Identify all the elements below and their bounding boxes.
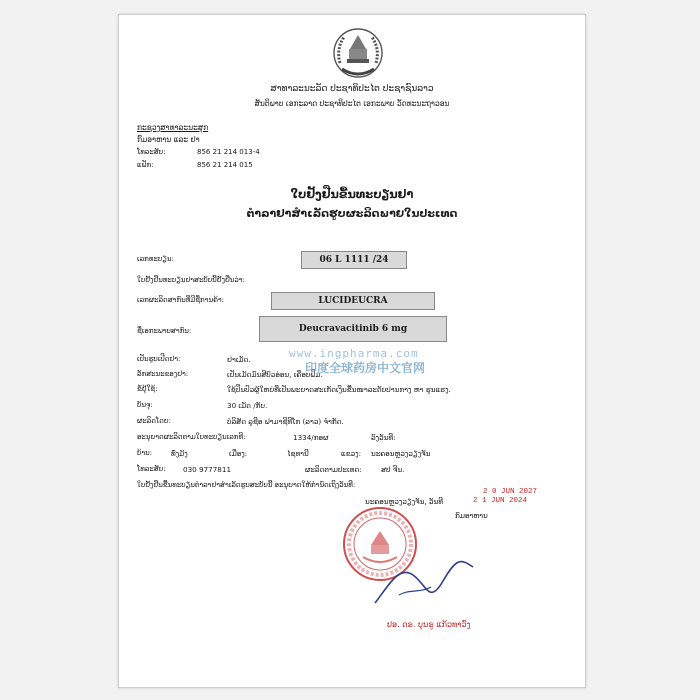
form-label: ເປັນຮູບເປີດຢາ: (137, 355, 181, 363)
signer-name: ປອ. ດຣ. ບຸນຣູ ແກ້ວທາວົງ (387, 620, 471, 629)
nature-label: ລັກສະນະຂອງຢາ: (137, 370, 189, 378)
pack-label: ບັນຈຸ: (137, 401, 153, 409)
ministry-name: ກະຊວງສາທາລະນະສຸກ (137, 123, 209, 132)
trade-name-label: ເລກຜະລິດສາກົນທີ່ມີຊື່ການຄ້າ: (137, 296, 225, 304)
ministry-fax (137, 161, 253, 169)
ministry-phone (137, 148, 260, 156)
village-value: ທົ່ງມັງ (171, 449, 188, 458)
maker-label: ຜະລິດໂດຍ: (137, 417, 171, 425)
validity-date: 2 0 JUN 2027 (483, 488, 538, 496)
province-label: ແຂວງ: (341, 449, 362, 458)
department-name: ກົມອາຫານ ແລະ ຢາ (137, 135, 200, 144)
watermark-chinese: 印度全球药房中文官网 (305, 361, 426, 375)
tel-value: 030 9777811 (183, 465, 232, 474)
phone-label: ໂທລະສັບ: (137, 148, 166, 156)
license-date-label: ລົງວັນທີ: (371, 433, 396, 442)
certifies-label: ໃບຢັ້ງຢືນທະບຽນຢາສະບັບນີ້ຢັ້ງຢືນວ່າ: (137, 276, 245, 284)
generic-name-box: Deucravacitinib 6 mg (259, 316, 447, 342)
generic-name-label: ຊື່ເອກະພາບສາກົນ: (137, 327, 192, 335)
pack-value: 30 ເມັດ /ກັບ. (227, 401, 268, 410)
certificate-title: ໃບຢັ້ງຢືນຂື້ນທະບຽນຢາ (290, 187, 414, 201)
maker-value: ບໍລິສັດ ລູຊີອ ຟາມາຊີທີໂກ (ລາວ) ຈຳກັດ. (227, 417, 344, 426)
province-value: ນະຄອນຫຼວງວຽງຈັນ (371, 449, 431, 458)
fax-label: ແຟັກ: (137, 161, 154, 169)
national-motto: ສັນຕິພາບ ເອກະລາດ ປະຊາທິປະໄຕ ເອກະພາບ ວັດທະນະຖາວອນ (254, 99, 450, 108)
district-value: ໄຊທານີ (287, 449, 309, 458)
trade-name-box: LUCIDEUCRA (271, 292, 435, 310)
indication-value: ໃຊ້ປິ່ນປົວຜູ້ໃຫຍ່ທີ່ເປັນພະຍາດສະເກັດເງິນຂື້ນໜາລະດັບປານກາງ ຫາ ຮຸນແຮງ. (227, 385, 451, 394)
country-label: ຜະລິດຕາມປະເທດ: (305, 465, 362, 474)
reg-no-label: ເລກທະບຽນ: (137, 255, 174, 263)
validity-label: ໃບຢັ້ງຢືນຂື້ນທະບຽນຕຳລາຢາສຳເລັດຮູບສະບັບນີ້ ອະນຸຍາດໃຫ້ກຳນົດເຖິງວັນທີ: (137, 481, 356, 489)
reg-no-box: 06 L 1111 /24 (301, 251, 407, 269)
watermark-url: www.ingpharma.com (289, 347, 419, 360)
country-value: ສປ ຈີນ. (381, 465, 405, 474)
signing-place: ນະຄອນຫຼວງວຽງຈັນ, ວັນທີ (365, 497, 443, 506)
signing-date: 2 1 JUN 2024 (473, 497, 528, 505)
certificate-page (118, 14, 586, 688)
tel-label: ໂທລະສັບ: (137, 465, 166, 473)
phone-value: 856 21 214 013-4 (197, 148, 260, 156)
license-label: ອະນຸຍາດຜະລິດຕາມໃບທະບຽນເລກທີ: (137, 433, 246, 441)
certificate-subtitle: ຕຳລາຢາສຳເລັດຮູບຜະລິດພາຍໃນປະເທດ (246, 207, 458, 220)
district-label: ເມືອງ: (229, 449, 248, 458)
signature-icon (369, 545, 479, 615)
country-heading: ສາທາລະນະລັດ ປະຊາທິປະໄຕ ປະຊາຊົນລາວ (270, 84, 434, 94)
lao-national-emblem-icon (332, 25, 384, 81)
form-value: ຢາເມັດ. (227, 355, 251, 364)
village-label: ບ້ານ: (137, 449, 153, 457)
license-value: 1334/ກອຜ (293, 433, 329, 442)
indication-label: ຂໍ້ຢຸ້ໃຊ້: (137, 385, 158, 393)
fax-value: 856 21 214 015 (197, 161, 253, 169)
signing-position: ກົມອາຫານ (455, 511, 488, 520)
nature-value: ເປັນເມັດມົນສີບົວອ່ອນ, ເຄືອບຟິມ. (227, 370, 323, 379)
